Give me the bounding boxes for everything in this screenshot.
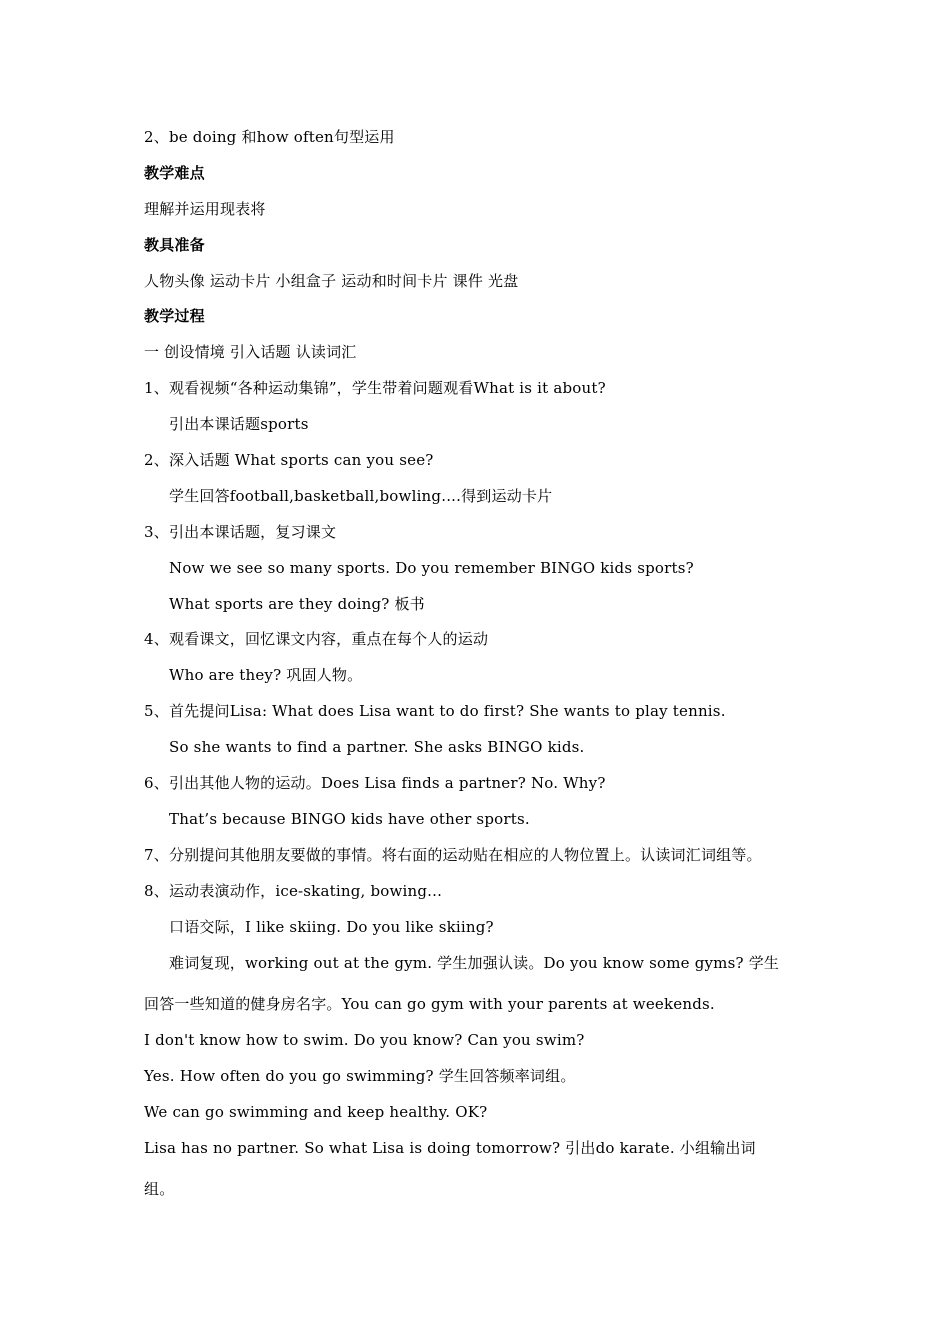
text-line: So she wants to find a partner. She asks BINGO kids. [169, 738, 585, 756]
text-line: 口语交际，I like skiing. Do you like skiing? [169, 918, 494, 936]
text-line: 1、观看视频“各种运动集锦”，学生带着问题观看What is it about? [144, 379, 606, 397]
section-heading: 教学过程 [144, 307, 205, 325]
text-line: 4、观看课文，回忆课文内容，重点在每个人的运动 [144, 630, 489, 648]
text-line: We can go swimming and keep healthy. OK? [144, 1103, 488, 1121]
text-line: 难词复现，working out at the gym. 学生加强认读。Do you know some gyms? 学生 [169, 954, 780, 972]
section-heading: 教学难点 [144, 164, 205, 182]
text-line: 理解并运用现表将 [144, 200, 266, 218]
text-line: 6、引出其他人物的运动。Does Lisa finds a partner? No. Why? [144, 774, 606, 792]
text-line: Yes. How often do you go swimming? 学生回答频率词组。 [144, 1067, 576, 1085]
text-line: 8、运动表演动作，ice-skating, bowing... [144, 882, 443, 900]
text-line: 学生回答football,basketball,bowling....得到运动卡片 [169, 487, 553, 505]
text-line: 组。 [144, 1180, 175, 1198]
text-line: 2、深入话题 What sports can you see? [144, 451, 434, 469]
text-line: Who are they? 巩固人物。 [169, 666, 363, 684]
text-line: 3、引出本课话题，复习课文 [144, 523, 337, 541]
text-line: That’s because BINGO kids have other sports. [169, 810, 530, 828]
text-line: 一 创设情境 引入话题 认读词汇 [144, 343, 357, 361]
text-line: 回答一些知道的健身房名字。You can go gym with your parents at weekends. [144, 995, 715, 1013]
text-line: Now we see so many sports. Do you remember BINGO kids sports? [169, 559, 694, 577]
text-line: 2、be doing 和how often句型运用 [144, 128, 395, 146]
text-line: Lisa has no partner. So what Lisa is doing tomorrow? 引出do karate. 小组输出词 [144, 1139, 756, 1157]
text-line: I don't know how to swim. Do you know? Can you swim? [144, 1031, 585, 1049]
text-line: 7、分别提问其他朋友要做的事情。将右面的运动贴在相应的人物位置上。认读词汇词组等。 [144, 846, 762, 864]
text-line: What sports are they doing? 板书 [169, 595, 425, 613]
text-line: 5、首先提问Lisa: What does Lisa want to do first? She wants to play tennis. [144, 702, 726, 720]
text-line: 引出本课话题sports [169, 415, 309, 433]
text-line: 人物头像 运动卡片 小组盒子 运动和时间卡片 课件 光盘 [144, 272, 519, 290]
section-heading: 教具准备 [144, 236, 205, 254]
